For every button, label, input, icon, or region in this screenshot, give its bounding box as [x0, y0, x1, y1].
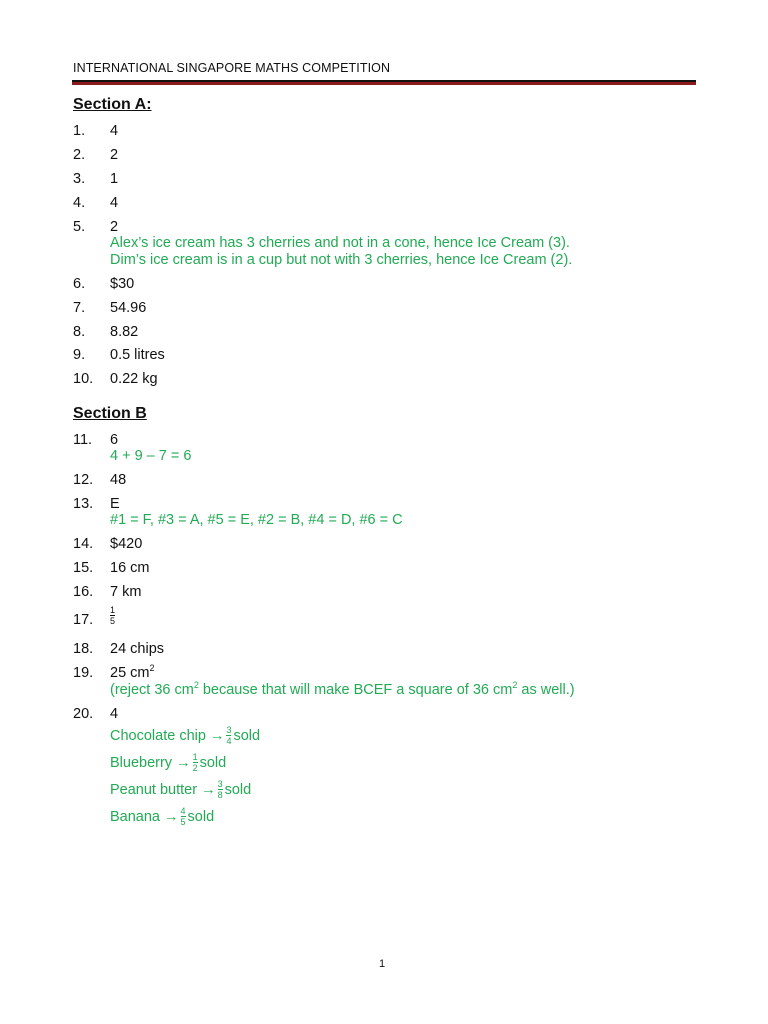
- answer-value: $420: [110, 536, 143, 552]
- question-number: 13.: [73, 496, 94, 512]
- question-number: 10.: [73, 371, 94, 387]
- question-number: 4.: [73, 195, 86, 211]
- answer-value: 4: [110, 195, 119, 211]
- answer-explanation: [110, 682, 575, 699]
- question-number: 8.: [73, 324, 86, 340]
- answer-explanation: #1 = F, #3 = A, #5 = E, #2 = B, #4 = D, #6 = C: [110, 512, 403, 528]
- answer-fraction: [110, 606, 117, 626]
- question-number: 2.: [73, 147, 86, 163]
- superscript: 2: [193, 680, 199, 691]
- note-text: as well.): [517, 682, 575, 698]
- question-number: 16.: [73, 584, 94, 600]
- answer-value: $30: [110, 276, 135, 292]
- fraction-denominator: 4: [226, 736, 232, 746]
- answer-explanation: 4 + 9 – 7 = 6: [110, 448, 192, 464]
- question-number: 17.: [73, 612, 94, 628]
- note-label: Peanut butter →: [110, 781, 216, 798]
- fraction-numerator: 1: [110, 605, 116, 615]
- answer-value: 16 cm: [110, 560, 150, 576]
- answer-value: 0.5 litres: [110, 347, 165, 363]
- cookie-sold-line: [110, 726, 260, 746]
- note-label: Banana →: [110, 808, 179, 825]
- question-number: 12.: [73, 472, 94, 488]
- answer-value: 2: [110, 147, 119, 163]
- superscript: 2: [512, 680, 518, 691]
- fraction-numerator: 1: [192, 752, 198, 762]
- question-number: 20.: [73, 706, 94, 722]
- answer-value: 4: [110, 123, 119, 139]
- note-text: (reject 36 cm: [110, 682, 194, 698]
- question-number: 9.: [73, 347, 86, 363]
- answer-value: 2: [110, 219, 119, 235]
- fraction-numerator: 4: [180, 806, 186, 816]
- answer-value: E: [110, 496, 120, 512]
- answer-explanation: Dim’s ice cream is in a cup but not with 3 cherries, hence Ice Cream (2).: [110, 252, 573, 268]
- question-number: 19.: [73, 665, 94, 681]
- note-suffix: sold: [233, 727, 261, 744]
- answer-value: 25 cm: [110, 665, 150, 681]
- answer-value: 54.96: [110, 300, 147, 316]
- question-number: 3.: [73, 171, 86, 187]
- fraction-denominator: 5: [110, 616, 116, 626]
- header-rule-red: [72, 82, 696, 85]
- superscript: 2: [149, 663, 155, 674]
- question-number: 7.: [73, 300, 86, 316]
- fraction-denominator: 5: [180, 817, 186, 827]
- cookie-sold-line: [110, 780, 251, 800]
- answer-value: 24 chips: [110, 641, 165, 657]
- answer-value: 7 km: [110, 584, 142, 600]
- cookie-sold-line: [110, 753, 226, 773]
- question-number: 1.: [73, 123, 86, 139]
- answer-value: 0.22 kg: [110, 371, 158, 387]
- fraction-numerator: 3: [226, 725, 232, 735]
- section-b-title: Section B: [73, 405, 147, 422]
- answer-value: 48: [110, 472, 127, 488]
- answer-value: 1: [110, 171, 119, 187]
- fraction-denominator: 2: [192, 763, 198, 773]
- question-number: 15.: [73, 560, 94, 576]
- note-suffix: sold: [224, 781, 252, 798]
- cookie-sold-line: [110, 807, 214, 827]
- note-suffix: sold: [199, 754, 227, 771]
- answer-explanation: Alex’s ice cream has 3 cherries and not in a cone, hence Ice Cream (3).: [110, 235, 570, 251]
- answer-value-with-unit: [110, 665, 155, 682]
- answer-value: 6: [110, 432, 119, 448]
- answer-value: 8.82: [110, 324, 139, 340]
- question-number: 11.: [73, 432, 93, 448]
- note-text: because that will make BCEF a square of 36 cm: [198, 682, 513, 698]
- question-number: 5.: [73, 219, 86, 235]
- question-number: 14.: [73, 536, 94, 552]
- section-a-title: Section A:: [73, 96, 152, 113]
- note-label: Chocolate chip →: [110, 727, 225, 744]
- note-suffix: sold: [187, 808, 215, 825]
- question-number: 6.: [73, 276, 86, 292]
- page-number: 1: [379, 958, 386, 970]
- document-header-title: INTERNATIONAL SINGAPORE MATHS COMPETITION: [73, 61, 391, 75]
- answer-value: 4: [110, 706, 119, 722]
- fraction-denominator: 8: [217, 790, 223, 800]
- question-number: 18.: [73, 641, 94, 657]
- fraction-numerator: 3: [217, 779, 223, 789]
- note-label: Blueberry →: [110, 754, 191, 771]
